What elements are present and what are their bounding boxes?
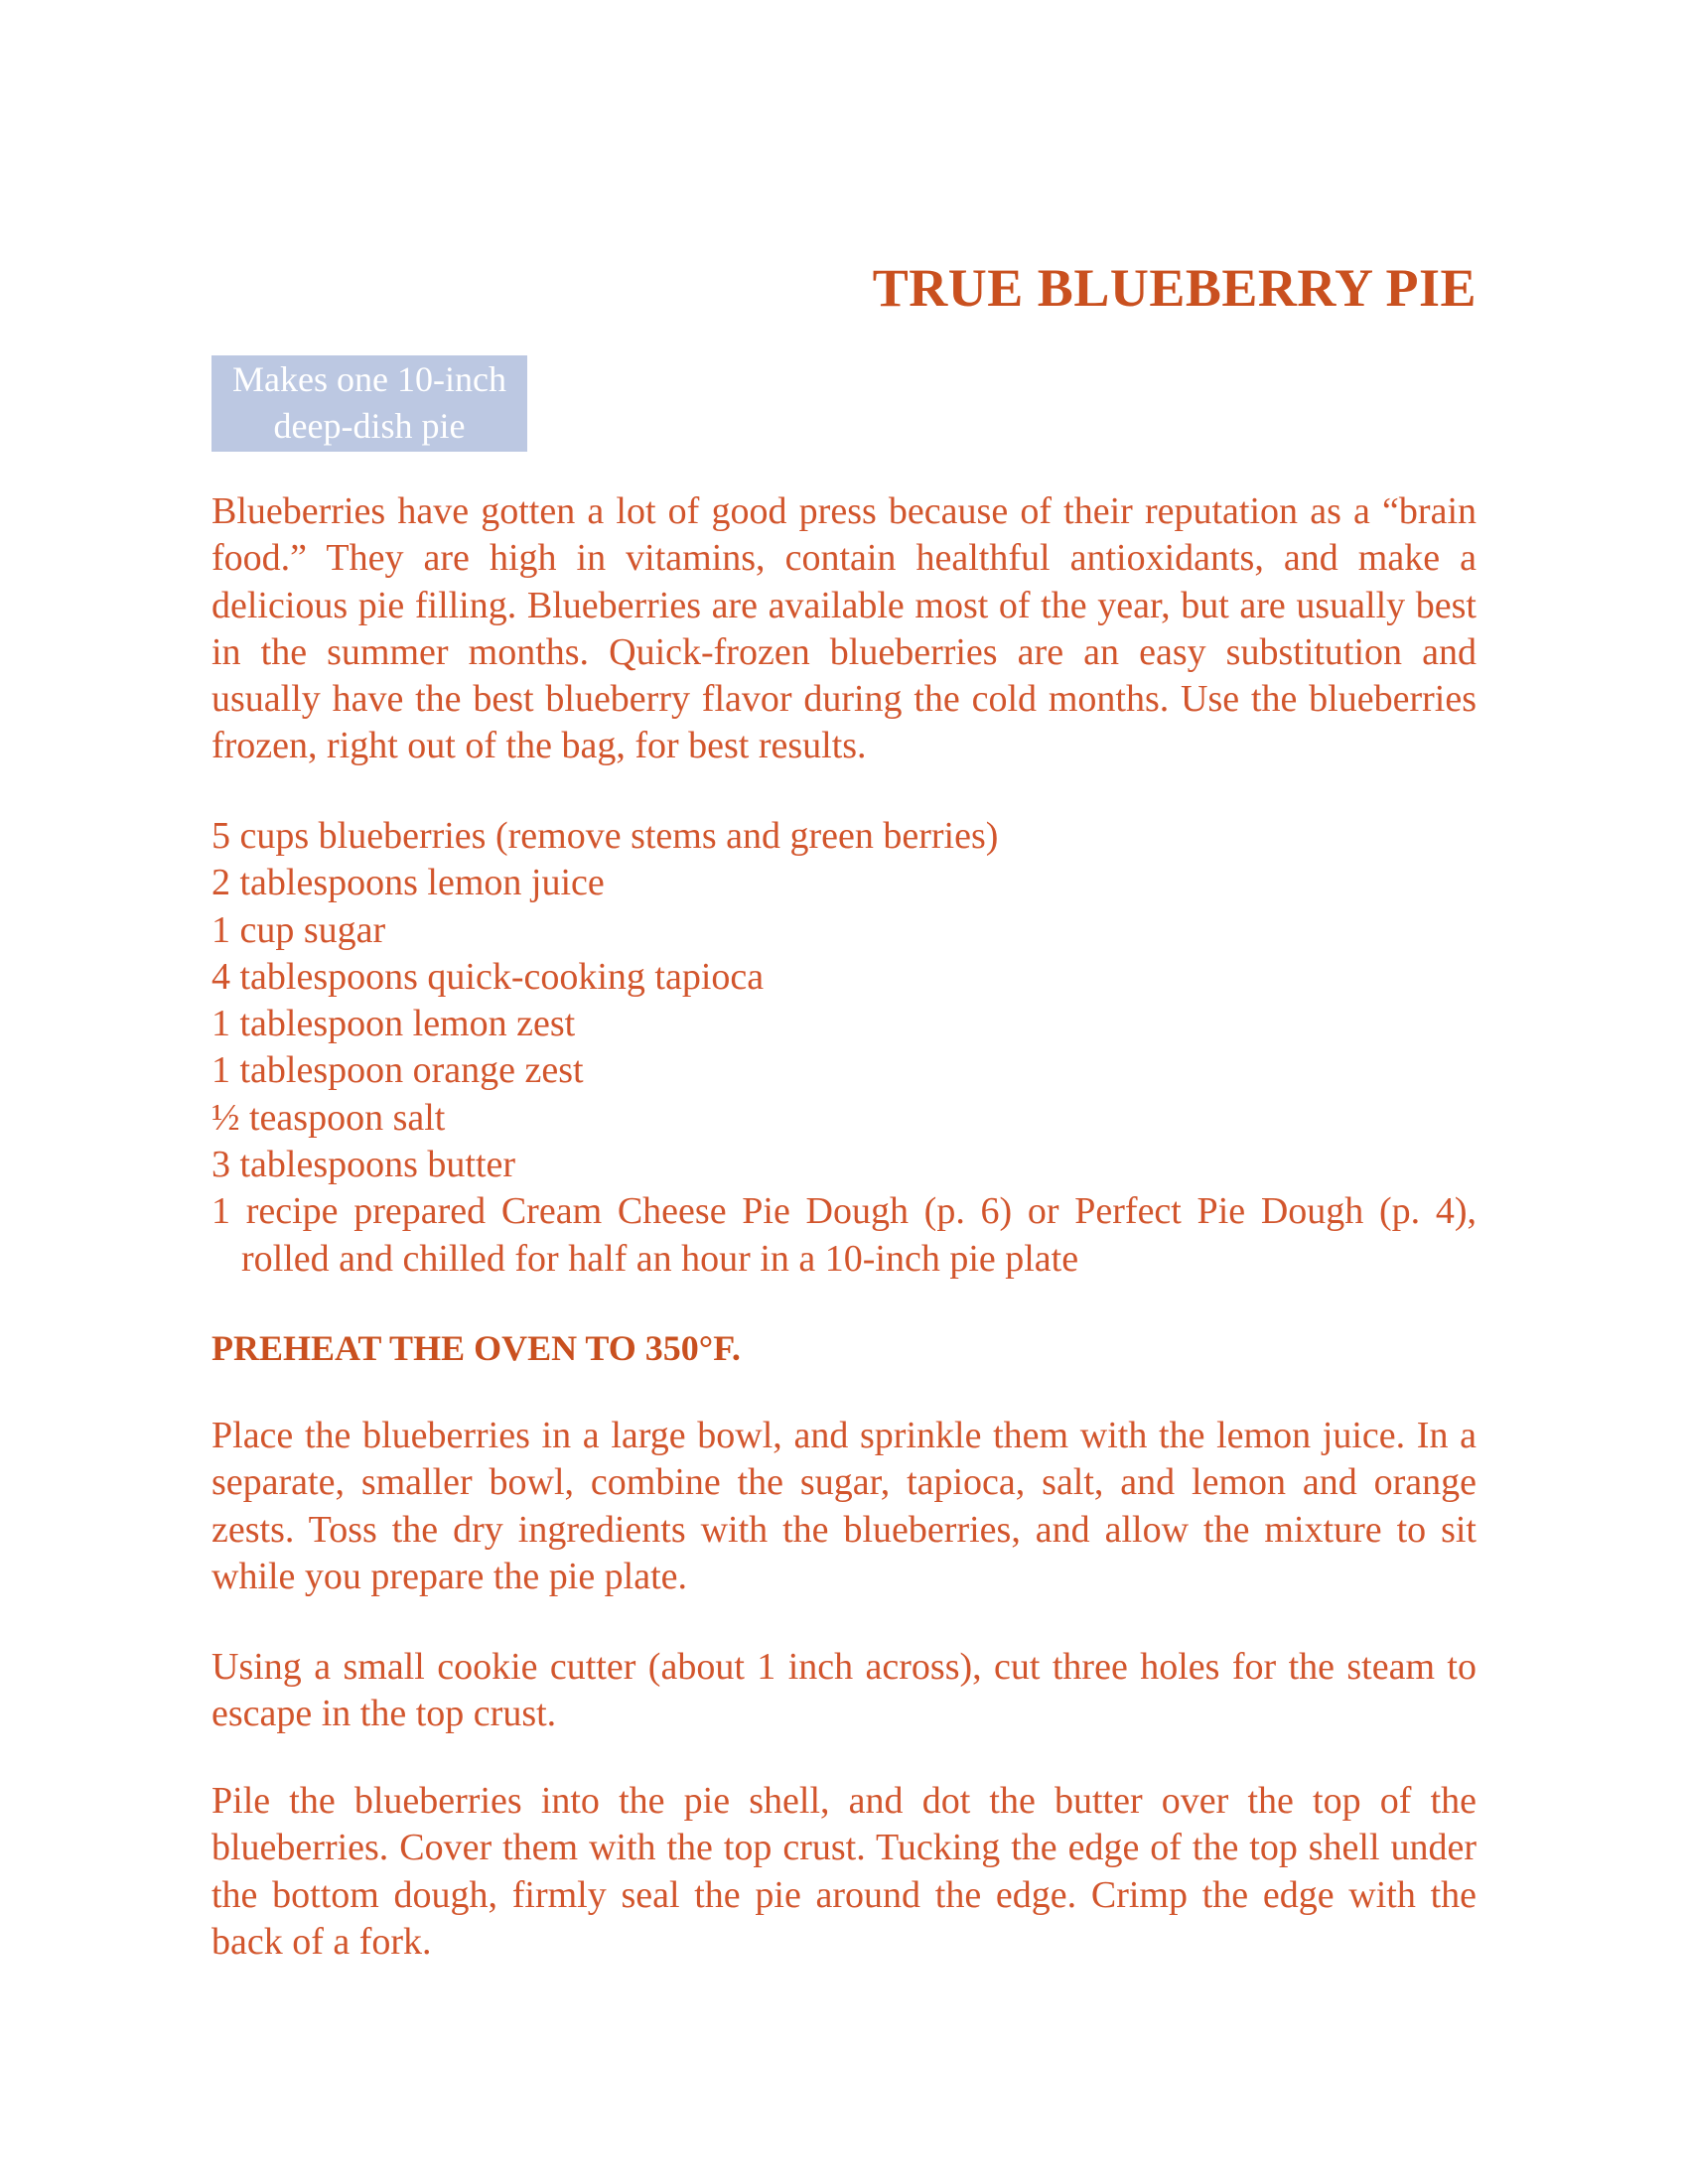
ingredient-item: 4 tablespoons quick-cooking tapioca	[211, 955, 765, 998]
ingredient-item: ½ teaspoon salt	[211, 1096, 446, 1139]
ingredient-item: 1 cup sugar	[211, 908, 386, 951]
ingredient-item: 2 tablespoons lemon juice	[211, 862, 605, 904]
step-paragraph: Using a small cookie cutter (about 1 inch across), cut three holes for the steam to escape in the top crust.	[211, 1646, 1477, 1735]
intro-paragraph: Blueberries have gotten a lot of good press because of their reputation as a “brain food.” They are high in vitamins, contain healthful antioxidants, and make a delicious pie filling. Blueberries are available most of the year, but are usually best in the summer months. Quick-frozen blueberries are an easy substitution and usually have the best blueberry flavor during the cold months. Use the blueberries frozen, right out of the bag, for best results.	[211, 490, 1477, 767]
ingredient-item: 3 tablespoons butter	[211, 1144, 516, 1186]
ingredient-item: 1 recipe prepared Cream Cheese Pie Dough (p. 6) or Perfect Pie Dough (p. 4), rolled and chilled for half an hour in a 10-inch pie plate	[211, 1190, 1477, 1280]
recipe-title: TRUE BLUEBERRY PIE	[872, 258, 1477, 318]
yield-line: Makes one 10-inch	[232, 359, 506, 399]
preheat-heading: PREHEAT THE OVEN TO 350°F.	[211, 1328, 741, 1368]
step-paragraph: Pile the blueberries into the pie shell, and dot the butter over the top of the blueberries. Cover them with the top crust. Tucking the edge of the top shell under the bottom dough, firmly seal the pie around the edge. Crimp the edge with the back of a fork.	[211, 1780, 1477, 1963]
ingredient-item: 1 tablespoon orange zest	[211, 1049, 584, 1092]
yield-label	[211, 355, 527, 452]
ingredient-item: 1 tablespoon lemon zest	[211, 1003, 576, 1045]
recipe-page	[211, 0, 1477, 2184]
ingredient-list	[211, 813, 1477, 1283]
ingredient-item: 5 cups blueberries (remove stems and green berries)	[211, 815, 999, 857]
yield-line: deep-dish pie	[273, 406, 466, 446]
step-paragraph: Place the blueberries in a large bowl, and sprinkle them with the lemon juice. In a separate, smaller bowl, combine the sugar, tapioca, salt, and lemon and orange zests. Toss the dry ingredients with the blueberries, and allow the mixture to sit while you prepare the pie plate.	[211, 1415, 1477, 1597]
